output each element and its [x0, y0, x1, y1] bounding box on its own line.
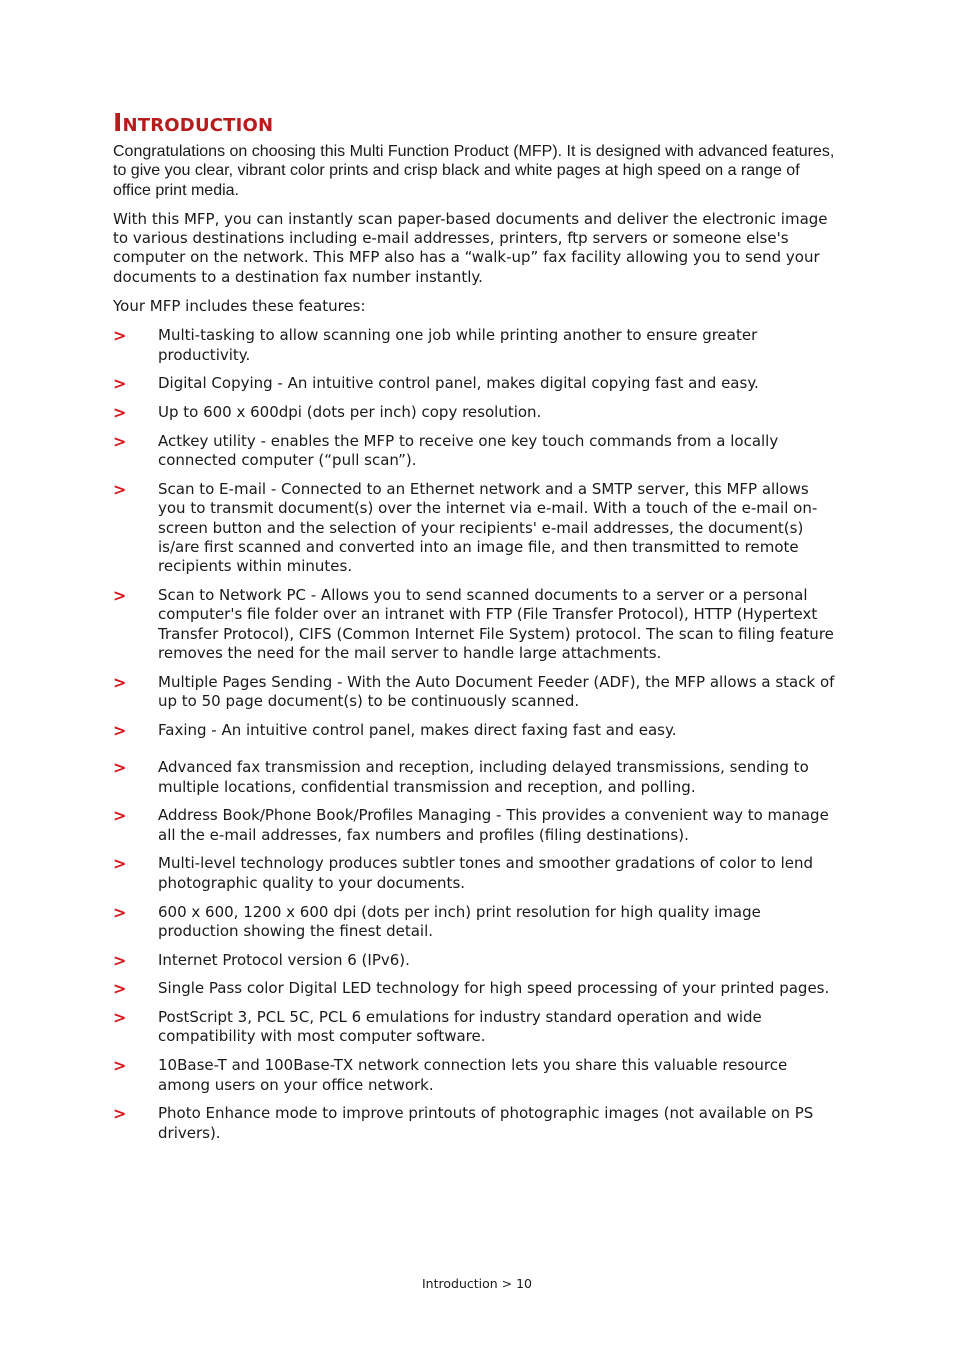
list-item-text: Up to 600 x 600dpi (dots per inch) copy resolution.: [158, 403, 542, 422]
list-item: [113, 806, 839, 845]
list-item: [113, 673, 839, 712]
list-item: [113, 326, 839, 365]
bullet-arrow-icon: >: [113, 1056, 127, 1076]
list-item-text: Address Book/Phone Book/Profiles Managing - This provides a convenient way to manage all the e-mail addresses, fax numbers and profiles (filing destinations).: [158, 806, 829, 844]
list-item: [113, 432, 839, 471]
intro-paragraph-2: With this MFP, you can instantly scan paper-based documents and deliver the electronic image to various destinations including e-mail addresses, printers, ftp servers or someone else's computer on the network. This MFP also has a “walk-up” fax facility allowing you to send your documents to a destination fax number instantly.: [113, 209, 828, 286]
list-item-text: PostScript 3, PCL 5C, PCL 6 emulations for industry standard operation and wide compatibility with most computer software.: [158, 1008, 762, 1046]
list-item: [113, 374, 839, 393]
list-item-text: Digital Copying - An intuitive control panel, makes digital copying fast and easy.: [158, 374, 759, 393]
bullet-arrow-icon: >: [113, 586, 127, 606]
bullet-arrow-icon: >: [113, 1104, 127, 1124]
bullet-arrow-icon: >: [113, 950, 127, 970]
bullet-arrow-icon: >: [113, 374, 127, 394]
bullet-arrow-icon: >: [113, 480, 127, 500]
bullet-arrow-icon: >: [113, 1008, 127, 1028]
intro-paragraph-1: Congratulations on choosing this Multi Function Product (MFP). It is designed with advanced features, to give you clear, vibrant color prints and crisp black and white pages at high speed on a range of office print media.: [113, 143, 835, 199]
list-item-text: 600 x 600, 1200 x 600 dpi (dots per inch) print resolution for high quality image production showing the finest detail.: [158, 902, 761, 940]
list-item-text: Scan to E-mail - Connected to an Ethernet network and a SMTP server, this MFP allows you to transmit document(s) over the internet via e-mail. With a touch of the e-mail on-screen button and the selection of your recipients' e-mail addresses, the document(s) is/are first scanned and converted into an image file, and then transmitted to remote recipients within minutes.: [158, 480, 818, 576]
list-item: [113, 586, 839, 663]
bullet-arrow-icon: >: [113, 326, 127, 346]
list-item-text: Multiple Pages Sending - With the Auto Document Feeder (ADF), the MFP allows a stack of up to 50 page document(s) to be continuously scanned.: [158, 672, 835, 711]
bullet-arrow-icon: >: [113, 854, 127, 874]
list-item: [113, 1008, 839, 1047]
list-item-text: Faxing - An intuitive control panel, makes direct faxing fast and easy.: [158, 720, 677, 739]
list-item-text: Internet Protocol version 6 (IPv6).: [158, 950, 410, 969]
list-item: [113, 951, 839, 970]
list-item-text: Scan to Network PC - Allows you to send scanned documents to a server or a personal computer's file folder over an intranet with FTP (File Transfer Protocol), HTTP (Hypertext Transfer Protocol), CIFS (Common Internet File System) protocol. The scan to filing feature removes the need for the mail server to handle large attachments.: [158, 586, 834, 663]
bullet-arrow-icon: >: [113, 720, 127, 740]
list-item: [113, 758, 839, 797]
list-item: [113, 854, 839, 893]
bullet-arrow-icon: >: [113, 758, 127, 778]
list-item-text: Photo Enhance mode to improve printouts of photographic images (not available on PS drivers).: [158, 1104, 814, 1142]
list-item-text: Advanced fax transmission and reception, including delayed transmissions, sending to multiple locations, confidential transmission and reception, and polling.: [158, 758, 809, 796]
list-item-text: 10Base-T and 100Base-TX network connection lets you share this valuable resource among users on your office network.: [158, 1056, 788, 1094]
list-item: [113, 903, 839, 942]
list-item: [113, 480, 839, 576]
bullet-arrow-icon: >: [113, 979, 127, 999]
bullet-arrow-icon: >: [113, 432, 127, 452]
list-item: [113, 979, 839, 998]
bullet-arrow-icon: >: [113, 672, 127, 692]
bullet-arrow-icon: >: [113, 403, 127, 423]
feature-list: [113, 326, 839, 1143]
document-page: [113, 108, 839, 1152]
list-item: [113, 721, 839, 740]
list-item-text: Single Pass color Digital LED technology for high speed processing of your printed pages.: [158, 979, 830, 998]
page-title: Introduction: [113, 108, 274, 137]
list-item-text: Actkey utility - enables the MFP to receive one key touch commands from a locally connected computer (“pull scan”).: [158, 432, 779, 470]
list-item: [113, 1104, 839, 1143]
page-footer: Introduction > 10: [421, 1276, 533, 1291]
features-intro: Your MFP includes these features:: [113, 297, 366, 316]
list-item: [113, 403, 839, 422]
list-item-text: Multi-level technology produces subtler tones and smoother gradations of color to lend photographic quality to your documents.: [158, 854, 814, 892]
bullet-arrow-icon: >: [113, 902, 127, 922]
bullet-arrow-icon: >: [113, 806, 127, 826]
list-item: [113, 1056, 839, 1095]
list-item-text: Multi-tasking to allow scanning one job while printing another to ensure greater productivity.: [158, 326, 758, 364]
